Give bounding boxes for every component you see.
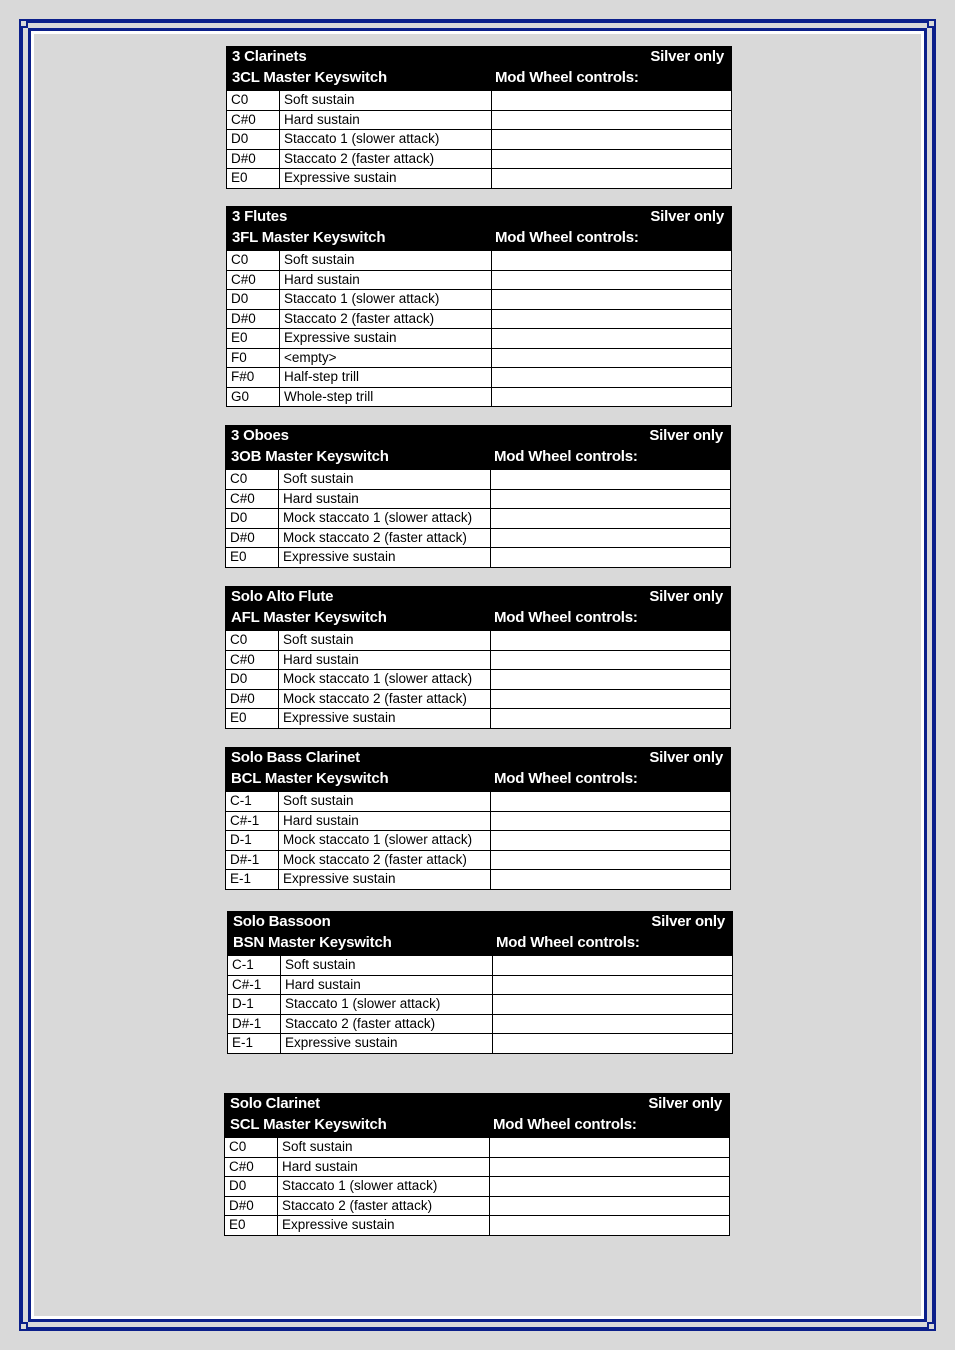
articulation-cell: Staccato 2 (faster attack): [279, 310, 491, 329]
master-keyswitch-label: AFL Master Keyswitch: [231, 609, 387, 626]
articulation-cell: Mock staccato 2 (faster attack): [278, 851, 490, 870]
articulation-cell: Mock staccato 1 (slower attack): [278, 509, 490, 528]
table-row: [225, 1196, 729, 1216]
table-row: [226, 850, 730, 870]
table-header: [225, 1094, 729, 1137]
articulation-cell: Hard sustain: [279, 111, 491, 130]
table-row: [225, 1157, 729, 1177]
mod-wheel-cell: [492, 1034, 732, 1053]
articulation-cell: Soft sustain: [280, 956, 492, 975]
articulation-cell: Expressive sustain: [280, 1034, 492, 1053]
key-cell: D0: [231, 291, 249, 306]
articulation-cell: Expressive sustain: [279, 169, 491, 188]
mod-wheel-label: Mod Wheel controls:: [495, 229, 639, 246]
articulation-cell: Staccato 1 (slower attack): [277, 1177, 489, 1196]
mod-wheel-cell: [492, 976, 732, 995]
key-cell: C0: [230, 471, 248, 486]
key-cell: C#0: [231, 111, 256, 127]
corner-ornament: [927, 19, 936, 28]
table-row: [226, 469, 730, 489]
mod-wheel-cell: [489, 1138, 729, 1157]
table-row: [227, 289, 731, 309]
key-cell: D0: [229, 1178, 247, 1193]
instrument-name: Solo Clarinet: [230, 1095, 320, 1112]
articulation-cell: Soft sustain: [279, 251, 491, 270]
table-row: [227, 149, 731, 169]
articulation-cell: Staccato 2 (faster attack): [280, 1015, 492, 1034]
mod-wheel-cell: [491, 91, 731, 110]
corner-ornament: [19, 1322, 28, 1331]
table-row: [227, 168, 731, 188]
mod-wheel-cell: [490, 670, 730, 689]
master-keyswitch-label: 3FL Master Keyswitch: [232, 229, 386, 246]
table-row: [227, 129, 731, 149]
edition-note: Silver only: [649, 749, 723, 766]
articulation-cell: Soft sustain: [278, 470, 490, 489]
mod-wheel-cell: [491, 329, 731, 348]
table-row: [226, 489, 730, 509]
articulation-cell: Expressive sustain: [278, 870, 490, 889]
articulation-cell: Mock staccato 1 (slower attack): [278, 670, 490, 689]
key-cell: D0: [231, 131, 249, 146]
edition-note: Silver only: [649, 427, 723, 444]
table-row: [225, 1137, 729, 1157]
key-cell: D#0: [230, 690, 255, 706]
instrument-name: 3 Oboes: [231, 427, 289, 444]
mod-wheel-cell: [491, 271, 731, 290]
key-cell: D#0: [230, 529, 255, 545]
mod-wheel-cell: [490, 709, 730, 728]
key-cell: C#-1: [232, 976, 262, 992]
key-cell: C0: [231, 252, 249, 267]
mod-wheel-cell: [491, 368, 731, 387]
mod-wheel-cell: [490, 812, 730, 831]
edition-note: Silver only: [650, 48, 724, 65]
mod-wheel-cell: [490, 792, 730, 811]
mod-wheel-cell: [490, 870, 730, 889]
mod-wheel-label: Mod Wheel controls:: [495, 69, 639, 86]
mod-wheel-cell: [491, 251, 731, 270]
articulation-cell: <empty>: [279, 349, 491, 368]
key-cell: D#0: [231, 150, 256, 166]
table-row: [227, 250, 731, 270]
articulation-cell: Hard sustain: [278, 812, 490, 831]
articulation-cell: Staccato 2 (faster attack): [279, 150, 491, 169]
mod-wheel-label: Mod Wheel controls:: [496, 934, 640, 951]
articulation-cell: Expressive sustain: [277, 1216, 489, 1235]
mod-wheel-cell: [490, 651, 730, 670]
articulation-cell: Staccato 1 (slower attack): [279, 130, 491, 149]
table-row: [227, 328, 731, 348]
key-cell: C#-1: [230, 812, 260, 828]
table-row: [226, 650, 730, 670]
keyswitch-table: [225, 747, 731, 890]
instrument-name: Solo Bass Clarinet: [231, 749, 360, 766]
edition-note: Silver only: [648, 1095, 722, 1112]
articulation-cell: Mock staccato 2 (faster attack): [278, 529, 490, 548]
key-cell: D#0: [229, 1197, 254, 1213]
articulation-cell: Hard sustain: [278, 490, 490, 509]
table-row: [227, 387, 731, 407]
articulation-cell: Hard sustain: [279, 271, 491, 290]
key-cell: E0: [231, 170, 248, 185]
key-cell: E0: [230, 710, 247, 725]
articulation-cell: Staccato 2 (faster attack): [277, 1197, 489, 1216]
mod-wheel-cell: [490, 631, 730, 650]
table-row: [225, 1215, 729, 1235]
instrument-name: Solo Bassoon: [233, 913, 331, 930]
mod-wheel-label: Mod Wheel controls:: [494, 770, 638, 787]
table-header: [227, 47, 731, 90]
mod-wheel-cell: [490, 470, 730, 489]
key-cell: C0: [229, 1139, 247, 1154]
key-cell: E0: [229, 1217, 246, 1232]
table-row: [226, 630, 730, 650]
table-row: [227, 110, 731, 130]
mod-wheel-cell: [491, 111, 731, 130]
mod-wheel-cell: [490, 690, 730, 709]
table-row: [226, 669, 730, 689]
articulation-cell: Mock staccato 2 (faster attack): [278, 690, 490, 709]
instrument-name: 3 Clarinets: [232, 48, 307, 65]
mod-wheel-cell: [492, 995, 732, 1014]
table-header: [226, 748, 730, 791]
key-cell: C#0: [230, 490, 255, 506]
mod-wheel-cell: [491, 150, 731, 169]
table-row: [228, 955, 732, 975]
articulation-cell: Hard sustain: [280, 976, 492, 995]
instrument-name: Solo Alto Flute: [231, 588, 334, 605]
mod-wheel-cell: [491, 290, 731, 309]
mod-wheel-cell: [490, 548, 730, 567]
mod-wheel-label: Mod Wheel controls:: [494, 609, 638, 626]
mod-wheel-cell: [491, 349, 731, 368]
articulation-cell: Soft sustain: [279, 91, 491, 110]
key-cell: D#-1: [232, 1015, 262, 1031]
table-row: [228, 1033, 732, 1053]
instrument-name: 3 Flutes: [232, 208, 288, 225]
articulation-cell: Expressive sustain: [279, 329, 491, 348]
mod-wheel-cell: [490, 509, 730, 528]
key-cell: C#0: [229, 1158, 254, 1174]
articulation-cell: Soft sustain: [278, 792, 490, 811]
key-cell: E-1: [232, 1035, 254, 1050]
edition-note: Silver only: [650, 208, 724, 225]
key-cell: E0: [231, 330, 248, 345]
keyswitch-table: [225, 425, 731, 568]
table-row: [227, 309, 731, 329]
key-cell: F0: [231, 349, 247, 365]
key-cell: F#0: [231, 369, 255, 384]
key-cell: D0: [230, 671, 248, 686]
articulation-cell: Expressive sustain: [278, 548, 490, 567]
mod-wheel-cell: [492, 1015, 732, 1034]
key-cell: E-1: [230, 871, 252, 886]
table-header: [226, 426, 730, 469]
table-row: [225, 1176, 729, 1196]
mod-wheel-cell: [489, 1158, 729, 1177]
mod-wheel-cell: [490, 851, 730, 870]
key-cell: D-1: [232, 996, 254, 1011]
master-keyswitch-label: SCL Master Keyswitch: [230, 1116, 387, 1133]
articulation-cell: Hard sustain: [278, 651, 490, 670]
mod-wheel-cell: [489, 1216, 729, 1235]
table-row: [226, 791, 730, 811]
table-row: [227, 348, 731, 368]
edition-note: Silver only: [649, 588, 723, 605]
mod-wheel-cell: [492, 956, 732, 975]
master-keyswitch-label: BCL Master Keyswitch: [231, 770, 389, 787]
key-cell: G0: [231, 388, 250, 404]
articulation-cell: Half-step trill: [279, 368, 491, 387]
table-row: [228, 994, 732, 1014]
mod-wheel-cell: [491, 388, 731, 407]
key-cell: C#0: [230, 651, 255, 667]
table-header: [227, 207, 731, 250]
table-row: [226, 830, 730, 850]
key-cell: D0: [230, 510, 248, 525]
mod-wheel-cell: [490, 529, 730, 548]
mod-wheel-cell: [490, 490, 730, 509]
edition-note: Silver only: [651, 913, 725, 930]
key-cell: C0: [231, 92, 249, 107]
table-row: [226, 547, 730, 567]
mod-wheel-cell: [491, 169, 731, 188]
articulation-cell: Mock staccato 1 (slower attack): [278, 831, 490, 850]
keyswitch-table: [225, 586, 731, 729]
table-row: [226, 528, 730, 548]
mod-wheel-cell: [491, 130, 731, 149]
articulation-cell: Whole-step trill: [279, 388, 491, 407]
mod-wheel-cell: [489, 1177, 729, 1196]
articulation-cell: Staccato 1 (slower attack): [279, 290, 491, 309]
master-keyswitch-label: 3OB Master Keyswitch: [231, 448, 389, 465]
articulation-cell: Hard sustain: [277, 1158, 489, 1177]
table-row: [226, 689, 730, 709]
articulation-cell: Staccato 1 (slower attack): [280, 995, 492, 1014]
master-keyswitch-label: BSN Master Keyswitch: [233, 934, 392, 951]
articulation-cell: Expressive sustain: [278, 709, 490, 728]
table-row: [226, 811, 730, 831]
articulation-cell: Soft sustain: [277, 1138, 489, 1157]
table-row: [226, 869, 730, 889]
table-row: [228, 975, 732, 995]
corner-ornament: [927, 1322, 936, 1331]
table-header: [228, 912, 732, 955]
table-header: [226, 587, 730, 630]
mod-wheel-label: Mod Wheel controls:: [494, 448, 638, 465]
keyswitch-table: [224, 1093, 730, 1236]
key-cell: E0: [230, 549, 247, 564]
table-row: [226, 508, 730, 528]
table-row: [226, 708, 730, 728]
master-keyswitch-label: 3CL Master Keyswitch: [232, 69, 387, 86]
articulation-cell: Soft sustain: [278, 631, 490, 650]
keyswitch-table: [226, 46, 732, 189]
key-cell: D-1: [230, 832, 252, 847]
table-row: [227, 90, 731, 110]
key-cell: C0: [230, 632, 248, 647]
key-cell: D#0: [231, 310, 256, 326]
table-row: [228, 1014, 732, 1034]
corner-ornament: [19, 19, 28, 28]
keyswitch-table: [227, 911, 733, 1054]
key-cell: C#0: [231, 271, 256, 287]
mod-wheel-cell: [491, 310, 731, 329]
key-cell: D#-1: [230, 851, 260, 867]
mod-wheel-cell: [489, 1197, 729, 1216]
table-row: [227, 367, 731, 387]
key-cell: C-1: [232, 957, 254, 972]
keyswitch-table: [226, 206, 732, 407]
table-row: [227, 270, 731, 290]
mod-wheel-label: Mod Wheel controls:: [493, 1116, 637, 1133]
mod-wheel-cell: [490, 831, 730, 850]
key-cell: C-1: [230, 793, 252, 808]
